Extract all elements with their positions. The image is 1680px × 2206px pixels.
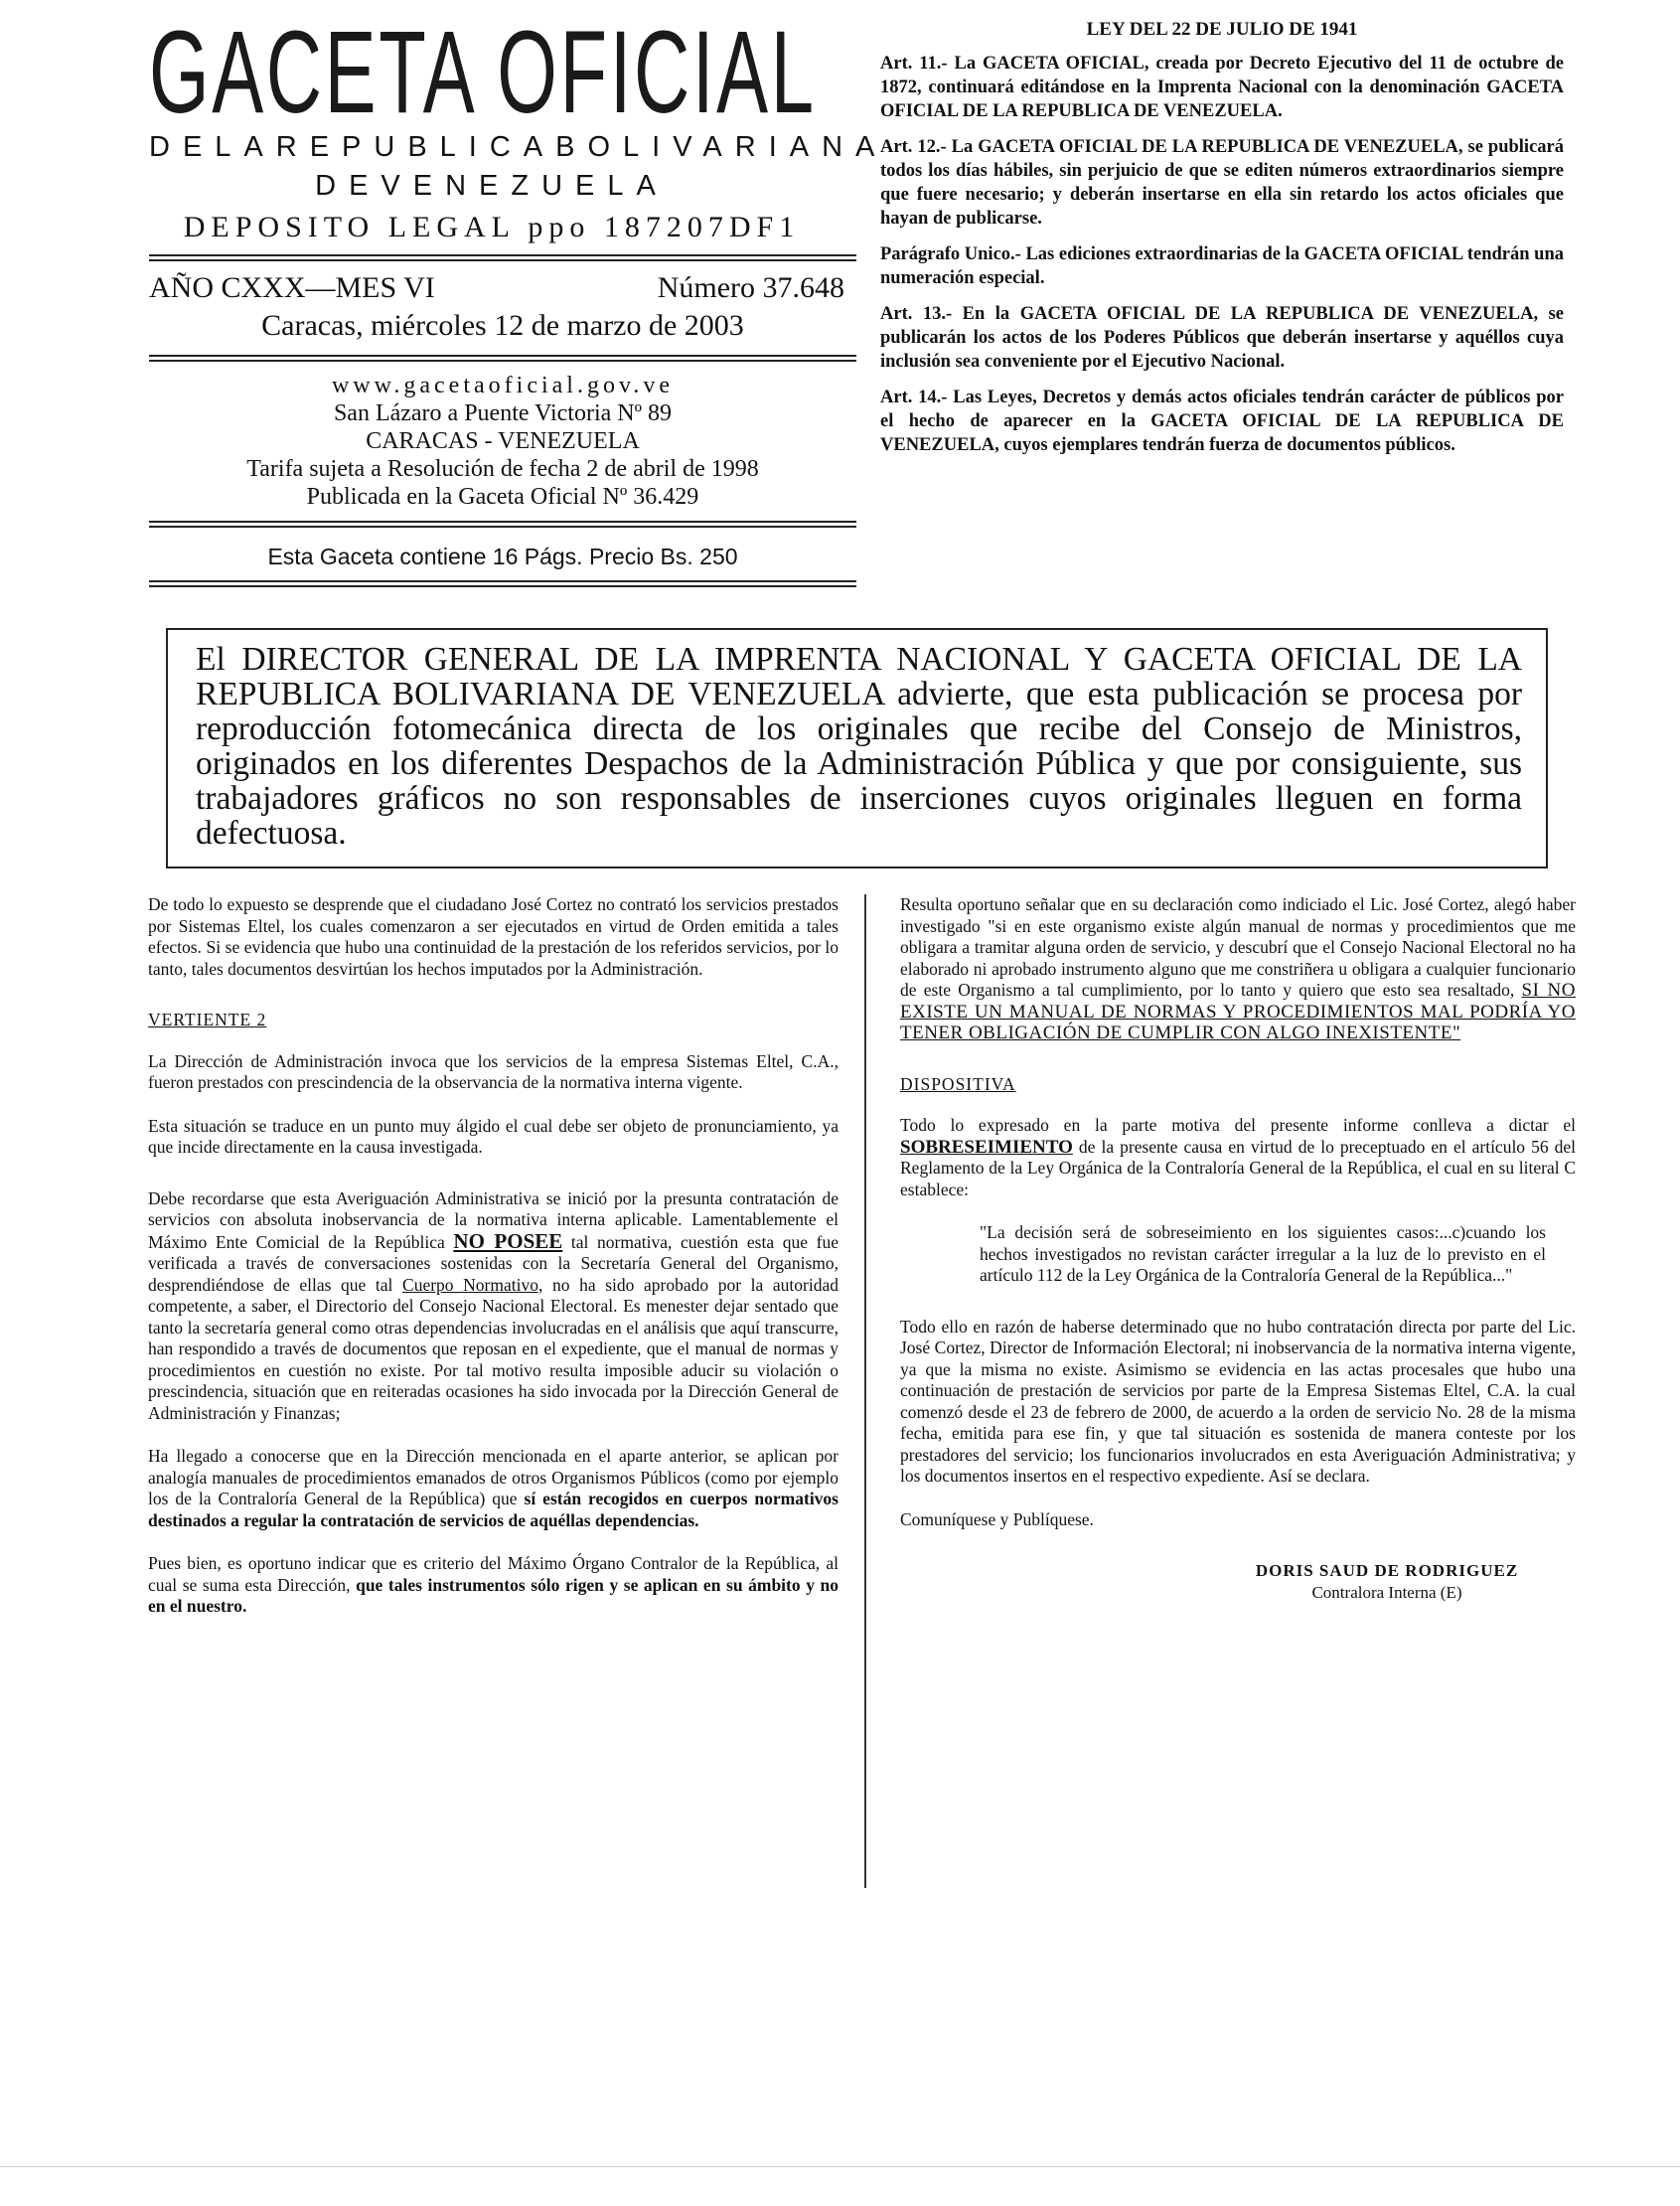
paragrafo-unico: Parágrafo Unico.- Las ediciones extraordinarias de la GACETA OFICIAL tendrán una numeración especial. [880, 244, 1564, 288]
page-edge-line [0, 2166, 1680, 2167]
issue-date: Caracas, miércoles 12 de marzo de 2003 [261, 309, 744, 342]
publisher-info [149, 372, 856, 511]
block-quote: "La decisión será de sobreseimiento en los siguientes casos:...c)cuando los hechos investigados no revistan carácter irregular a la luz de lo previsto en el artículo 112 de la Ley Orgánica de la Contraloría General de la República..." [980, 1222, 1546, 1285]
divider [149, 254, 856, 261]
signature-block [1228, 1560, 1546, 1604]
website: www.gacetaoficial.gov.ve [331, 373, 675, 398]
law-excerpt [880, 18, 1564, 469]
paragraph: La Dirección de Administración invoca que los servicios de la empresa Sistemas Eltel, C.A., fueron prestados con prescindencia de la observancia de la normativa interna vigente. [148, 1050, 839, 1092]
year-month: AÑO CXXX—MES VI [149, 271, 435, 304]
text-run: Pues bien, es oportuno indicar que es criterio del Máximo Órgano Contralor de la República, al cual se suma esta Dirección, [148, 1553, 839, 1595]
emphasis-sobreseimiento: SOBRESEIMIENTO [900, 1136, 1073, 1158]
section-heading-dispositiva: DISPOSITIVA [900, 1073, 1016, 1094]
divider [149, 355, 856, 362]
left-column [148, 894, 839, 1640]
text-run: tal normativa, cuestión esta que fue verificada a través de conversaciones sostenidas con la Secretaría General del Organismo, desprendiéndose de ellas que tal [148, 1231, 839, 1295]
emphasis-cuerpo-normativo: Cuerpo Normativo, [402, 1274, 543, 1295]
column-divider [864, 894, 866, 1888]
address: San Lázaro a Puente Victoria Nº 89 [333, 400, 673, 426]
price-line: Esta Gaceta contiene 16 Págs. Precio Bs. 250 [267, 544, 738, 569]
gazette-subtitle-republica: DELAREPUBLICABOLIVARIANA [149, 131, 888, 163]
text-run: Todo lo expresado en la parte motiva del presente informe conlleva a dictar el [900, 1115, 1576, 1135]
paragraph [900, 894, 1576, 1044]
issue-number: Número 37.648 [657, 271, 844, 304]
article-14: Art. 14.- Las Leyes, Decretos y demás actos oficiales tendrán carácter de públicos por el hecho de aparecer en la GACETA OFICIAL DE LA REPUBLICA DE VENEZUELA, cuyos ejemplares tendrán fuerza de documentos públicos. [880, 388, 1564, 455]
signatory-name: DORIS SAUD DE RODRIGUEZ [1255, 1561, 1519, 1580]
paragraph [148, 1553, 839, 1618]
text-run: Ha llegado a conocerse que en la Dirección mencionada en el aparte anterior, se aplican por analogía manuales de procedimientos emanados de otros Organismos Públicos (como por ejemplo los de la Contraloría General de la República) que [148, 1446, 839, 1508]
issue-row [149, 271, 844, 305]
divider [149, 580, 856, 587]
emphasis-quote: SI NO EXISTE UN MANUAL DE NORMAS Y PROCEDIMIENTOS MAL PODRÍA YO TENER OBLIGACIÓN DE CUMPLIR CON ALGO INEXISTENTE" [900, 980, 1576, 1043]
paragraph: De todo lo expuesto se desprende que el ciudadano José Cortez no contrató los servicios prestados por Sistemas Eltel, los cuales comenzaron a ser ejecutados en virtud de Orden emitida a tales efectos. Si se evidencia que hubo una continuidad de la prestación de los referidos servicios, por lo tanto, tales documentos desvirtúan los hechos imputados por la Administración. [148, 894, 839, 979]
masthead [149, 7, 888, 587]
closing: Comuníquese y Publíquese. [900, 1508, 1094, 1529]
section-heading-vertiente: VERTIENTE 2 [148, 1010, 267, 1029]
text-run: de la presente causa en virtud de lo preceptuado en el artículo 56 del Reglamento de la Ley Orgánica de la Contraloría General de la República, el cual en su literal C establece: [900, 1136, 1576, 1199]
divider [149, 521, 856, 528]
gazette-title: GACETA OFICIAL [149, 7, 817, 138]
tarifa: Tarifa sujeta a Resolución de fecha 2 de abril de 1998 [246, 456, 759, 482]
emphasis: sí están recogidos en cuerpos normativos destinados a regular la contratación de servicios de aquéllas dependencias. [148, 1489, 839, 1530]
paragraph [148, 1188, 839, 1425]
law-title: LEY DEL 22 DE JULIO DE 1941 [1086, 19, 1358, 40]
emphasis: que tales instrumentos sólo rigen y se aplican en su ámbito y no en el nuestro. [148, 1574, 839, 1616]
text-run: Debe recordarse que esta Averiguación Administrativa se inició por la presunta contratación de servicios con absoluta inobservancia de la normativa interna aplicable. Lamentablemente el Máximo Ente Comicial de la República [148, 1187, 839, 1252]
right-column [900, 894, 1576, 1604]
gazette-subtitle-venezuela: DEVENEZUELA [315, 170, 669, 202]
article-11: Art. 11.- La GACETA OFICIAL, creada por Decreto Ejecutivo del 11 de octubre de 1872, continuará editándose en la Imprenta Nacional con la denominación GACETA OFICIAL DE LA REPUBLICA DE VENEZUELA. [880, 54, 1564, 121]
emphasis-no-posee: NO POSEE [453, 1228, 563, 1253]
publicada: Publicada en la Gaceta Oficial Nº 36.429 [306, 484, 699, 510]
paragraph [148, 1446, 839, 1531]
text-run: no ha sido aprobado por la autoridad competente, a saber, el Directorio del Consejo Nacional Electoral. Es menester dejar sentado que tanto la secretaría general como otras dependencias involucradas en el análisis que aquí transcurre, han respondido a través de documentos que reposan en el expediente, que el manual de normas y procedimientos en cuestión no existe. Por tal motivo resulta imposible aducir su violación o prescindencia, situación que en reiteradas ocasiones ha sido invocada por la Dirección General de Administración y Finanzas; [148, 1274, 839, 1423]
article-13: Art. 13.- En la GACETA OFICIAL DE LA REPUBLICA DE VENEZUELA, se publicarán los actos de los Poderes Públicos que deberán insertarse y aquéllos cuya inclusión sea conveniente por el Ejecutivo Nacional. [880, 304, 1564, 372]
signatory-title: Contralora Interna (E) [1311, 1583, 1462, 1602]
article-12: Art. 12.- La GACETA OFICIAL DE LA REPUBLICA DE VENEZUELA, se publicará todos los días hábiles, sin perjuicio de que se editen números extraordinarios siempre que fuere necesario; y deberán insertarse en ella sin retardo los actos oficiales que hayan de publicarse. [880, 137, 1564, 229]
notice-text: El DIRECTOR GENERAL DE LA IMPRENTA NACIONAL Y GACETA OFICIAL DE LA REPUBLICA BOLIVARIANA DE VENEZUELA advierte, que esta publicación se procesa por reproducción fotomecánica directa de los originales que recibe del Consejo de Ministros, originados en los diferentes Despachos de la Administración Pública y que por consiguiente, sus trabajadores gráficos no son responsables de inserciones cuyos originales lleguen en forma defectuosa. [196, 641, 1522, 852]
city: CARACAS - VENEZUELA [366, 428, 640, 454]
paragraph [900, 1115, 1576, 1200]
paragraph: Esta situación se traduce en un punto muy álgido el cual debe ser objeto de pronunciamiento, ya que incide directamente en la causa investigada. [148, 1115, 839, 1157]
text-run: Resulta oportuno señalar que en su declaración como indiciado el Lic. José Cortez, alegó haber investigado "si en este organismo existe algún manual de normas y procedimientos que me obligara a tramitar alguna orden de servicio, y descubrí que el Consejo Nacional Electoral no ha elaborado ni aprobado instrumento alguno que me constriñera u obligara a cualquier funcionario de este Organismo a tal cumplimiento, por lo tanto y quiero que esto sea resaltado, [900, 894, 1576, 1000]
paragraph: Todo ello en razón de haberse determinado que no hubo contratación directa por parte del Lic. José Cortez, Director de Información Electoral; ni inobservancia de la normativa interna vigente, ya que la misma no existe. Asimismo se evidencia en las actas procesales que hubo una continuación de prestación de servicios por parte de la Empresa Sistemas Eltel, C.A. la cual comenzó desde el 23 de febrero de 2000, de acuerdo a la orden de servicio No. 28 de la misma fecha, emitida para ese fin, y que tal situación es sostenida de manera conteste por los prestadores del servicio; los funcionarios involucrados en esta Averiguación Administrativa; y los documentos insertos en el respectivo expediente. Así se declara. [900, 1316, 1576, 1486]
deposito-legal: DEPOSITO LEGAL ppo 187207DF1 [183, 211, 801, 243]
notice-box [166, 628, 1548, 868]
